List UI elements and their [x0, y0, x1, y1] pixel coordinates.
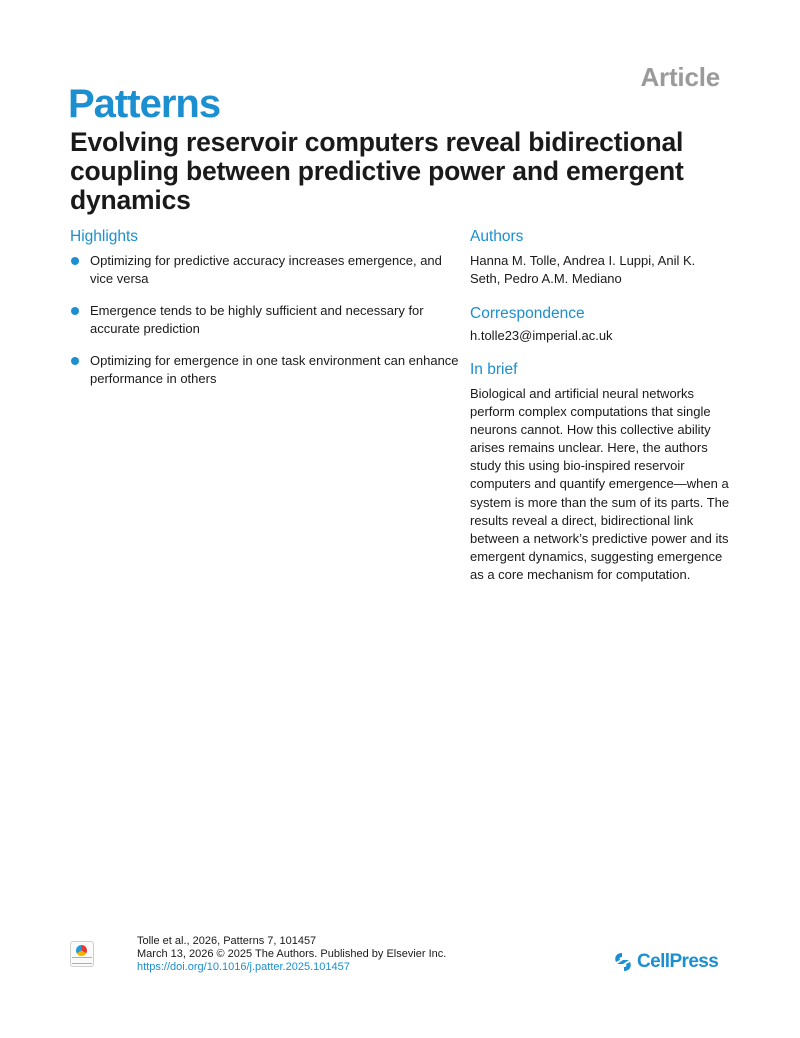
authors-heading: Authors [470, 228, 524, 245]
bullet-icon [71, 307, 79, 315]
in-brief-heading: In brief [470, 361, 518, 378]
journal-name: Patterns [68, 82, 221, 126]
bullet-icon [71, 257, 79, 265]
check-for-updates-text-lines [72, 957, 92, 964]
citation-footer [137, 935, 446, 974]
article-title: Evolving reservoir computers reveal bidirectional coupling between predictive power and emergent dynamics [70, 127, 684, 215]
highlight-item: Emergence tends to be highly sufficient and necessary for accurate prediction [70, 302, 460, 338]
highlights-list [70, 252, 460, 402]
highlight-item: Optimizing for emergence in one task environment can enhance performance in others [70, 352, 460, 388]
check-for-updates-dot [76, 945, 87, 956]
highlights-heading: Highlights [70, 228, 139, 245]
check-for-updates-icon[interactable] [70, 941, 94, 967]
authors-list: Hanna M. Tolle, Andrea I. Luppi, Anil K. Seth, Pedro A.M. Mediano [470, 253, 696, 287]
bullet-icon [71, 357, 79, 365]
in-brief-text: Biological and artificial neural networks perform complex computations that single neurons cannot. How this collective ability arises remains unclear. Here, the authors study this using bio-inspired reservoir computers and quantify emergence—when a system is more than the sum of its parts. The results reveal a direct, bidirectional link between a network’s predictive power and its emergent dynamics, suggesting emergence as a core mechanism for computation. [470, 386, 730, 582]
citation-line: Tolle et al., 2026, Patterns 7, 101457 [137, 935, 317, 947]
article-type-label: Article [640, 62, 720, 92]
date-copyright-line: March 13, 2026 © 2025 The Authors. Published by Elsevier Inc. [137, 948, 447, 960]
cellpress-logo-icon [612, 950, 634, 974]
cellpress-wordmark: CellPress [637, 951, 719, 972]
correspondence-heading: Correspondence [470, 305, 585, 322]
correspondence-email[interactable]: h.tolle23@imperial.ac.uk [470, 328, 613, 343]
highlight-item: Optimizing for predictive accuracy increases emergence, and vice versa [70, 252, 460, 288]
doi-link[interactable]: https://doi.org/10.1016/j.patter.2025.101457 [137, 961, 350, 973]
cellpress-logo[interactable] [612, 950, 718, 974]
